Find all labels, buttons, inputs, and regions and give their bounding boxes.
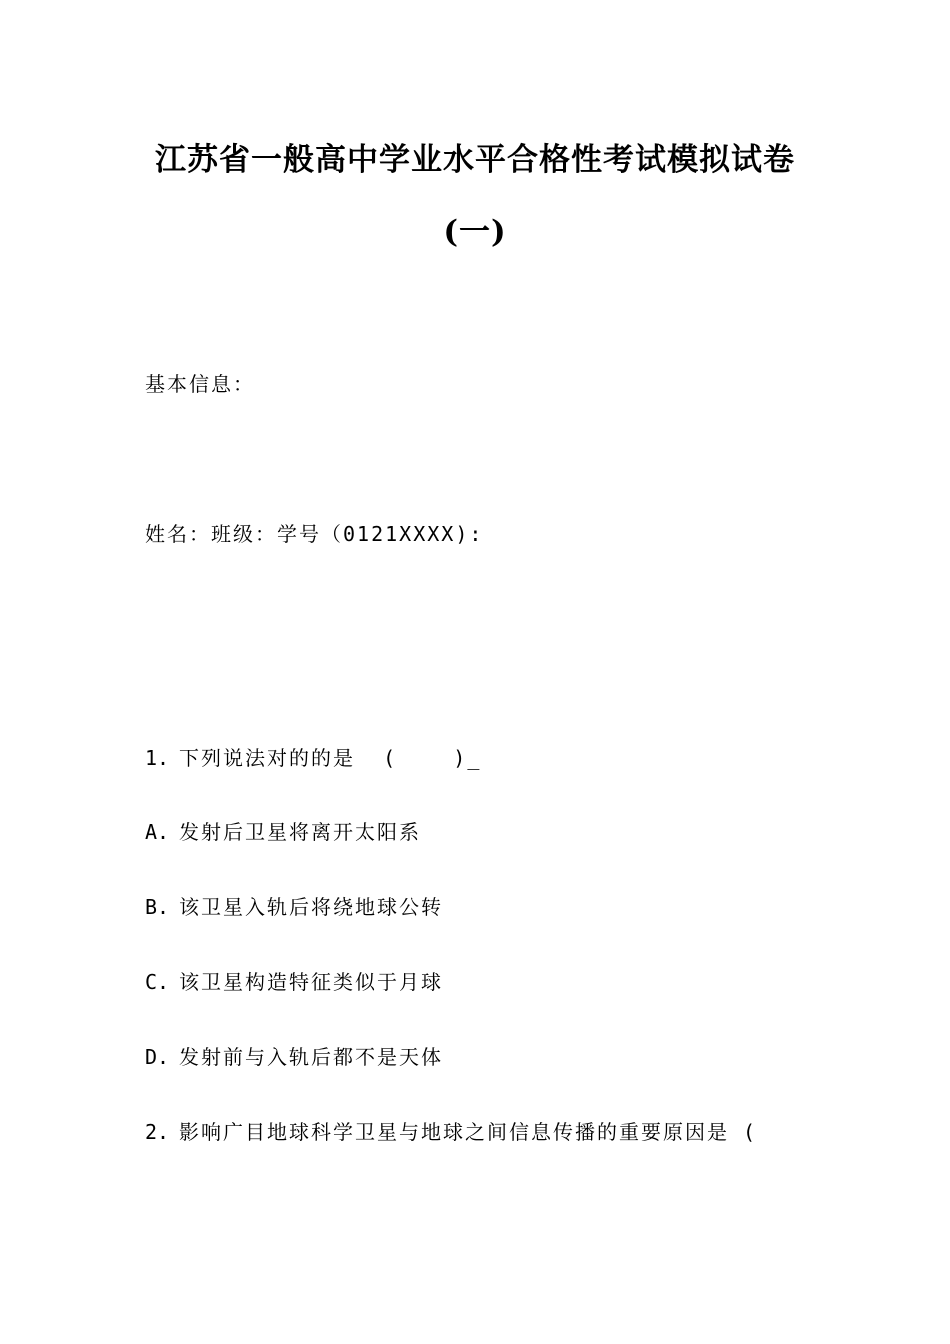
option-letter: B. bbox=[145, 895, 170, 919]
question-stem: 影响广目地球科学卫星与地球之间信息传播的重要原因是 ( bbox=[179, 1120, 758, 1144]
option-text: 发射后卫星将离开太阳系 bbox=[179, 820, 421, 844]
option-text: 该卫星构造特征类似于月球 bbox=[179, 970, 443, 994]
option-a bbox=[145, 816, 421, 845]
basic-info-label: 基本信息： bbox=[145, 372, 255, 396]
question-1 bbox=[145, 742, 481, 771]
student-info-line: 姓名：班级：学号（0121XXXX): bbox=[145, 522, 484, 546]
option-c bbox=[145, 966, 443, 995]
option-text: 该卫星入轨后将绕地球公转 bbox=[179, 895, 443, 919]
option-text: 发射前与入轨后都不是天体 bbox=[179, 1045, 443, 1069]
question-2 bbox=[145, 1116, 757, 1145]
option-letter: A. bbox=[145, 820, 170, 844]
option-d bbox=[145, 1041, 443, 1070]
question-number: 1. bbox=[145, 746, 170, 770]
question-stem: 下列说法对的的是 ( )_ bbox=[179, 746, 482, 770]
question-number: 2. bbox=[145, 1120, 170, 1144]
option-letter: D. bbox=[145, 1045, 170, 1069]
option-b bbox=[145, 891, 443, 920]
exam-title-number: (一) bbox=[443, 214, 507, 250]
option-letter: C. bbox=[145, 970, 170, 994]
exam-title: 江苏省一般高中学业水平合格性考试模拟试卷 bbox=[155, 142, 795, 178]
